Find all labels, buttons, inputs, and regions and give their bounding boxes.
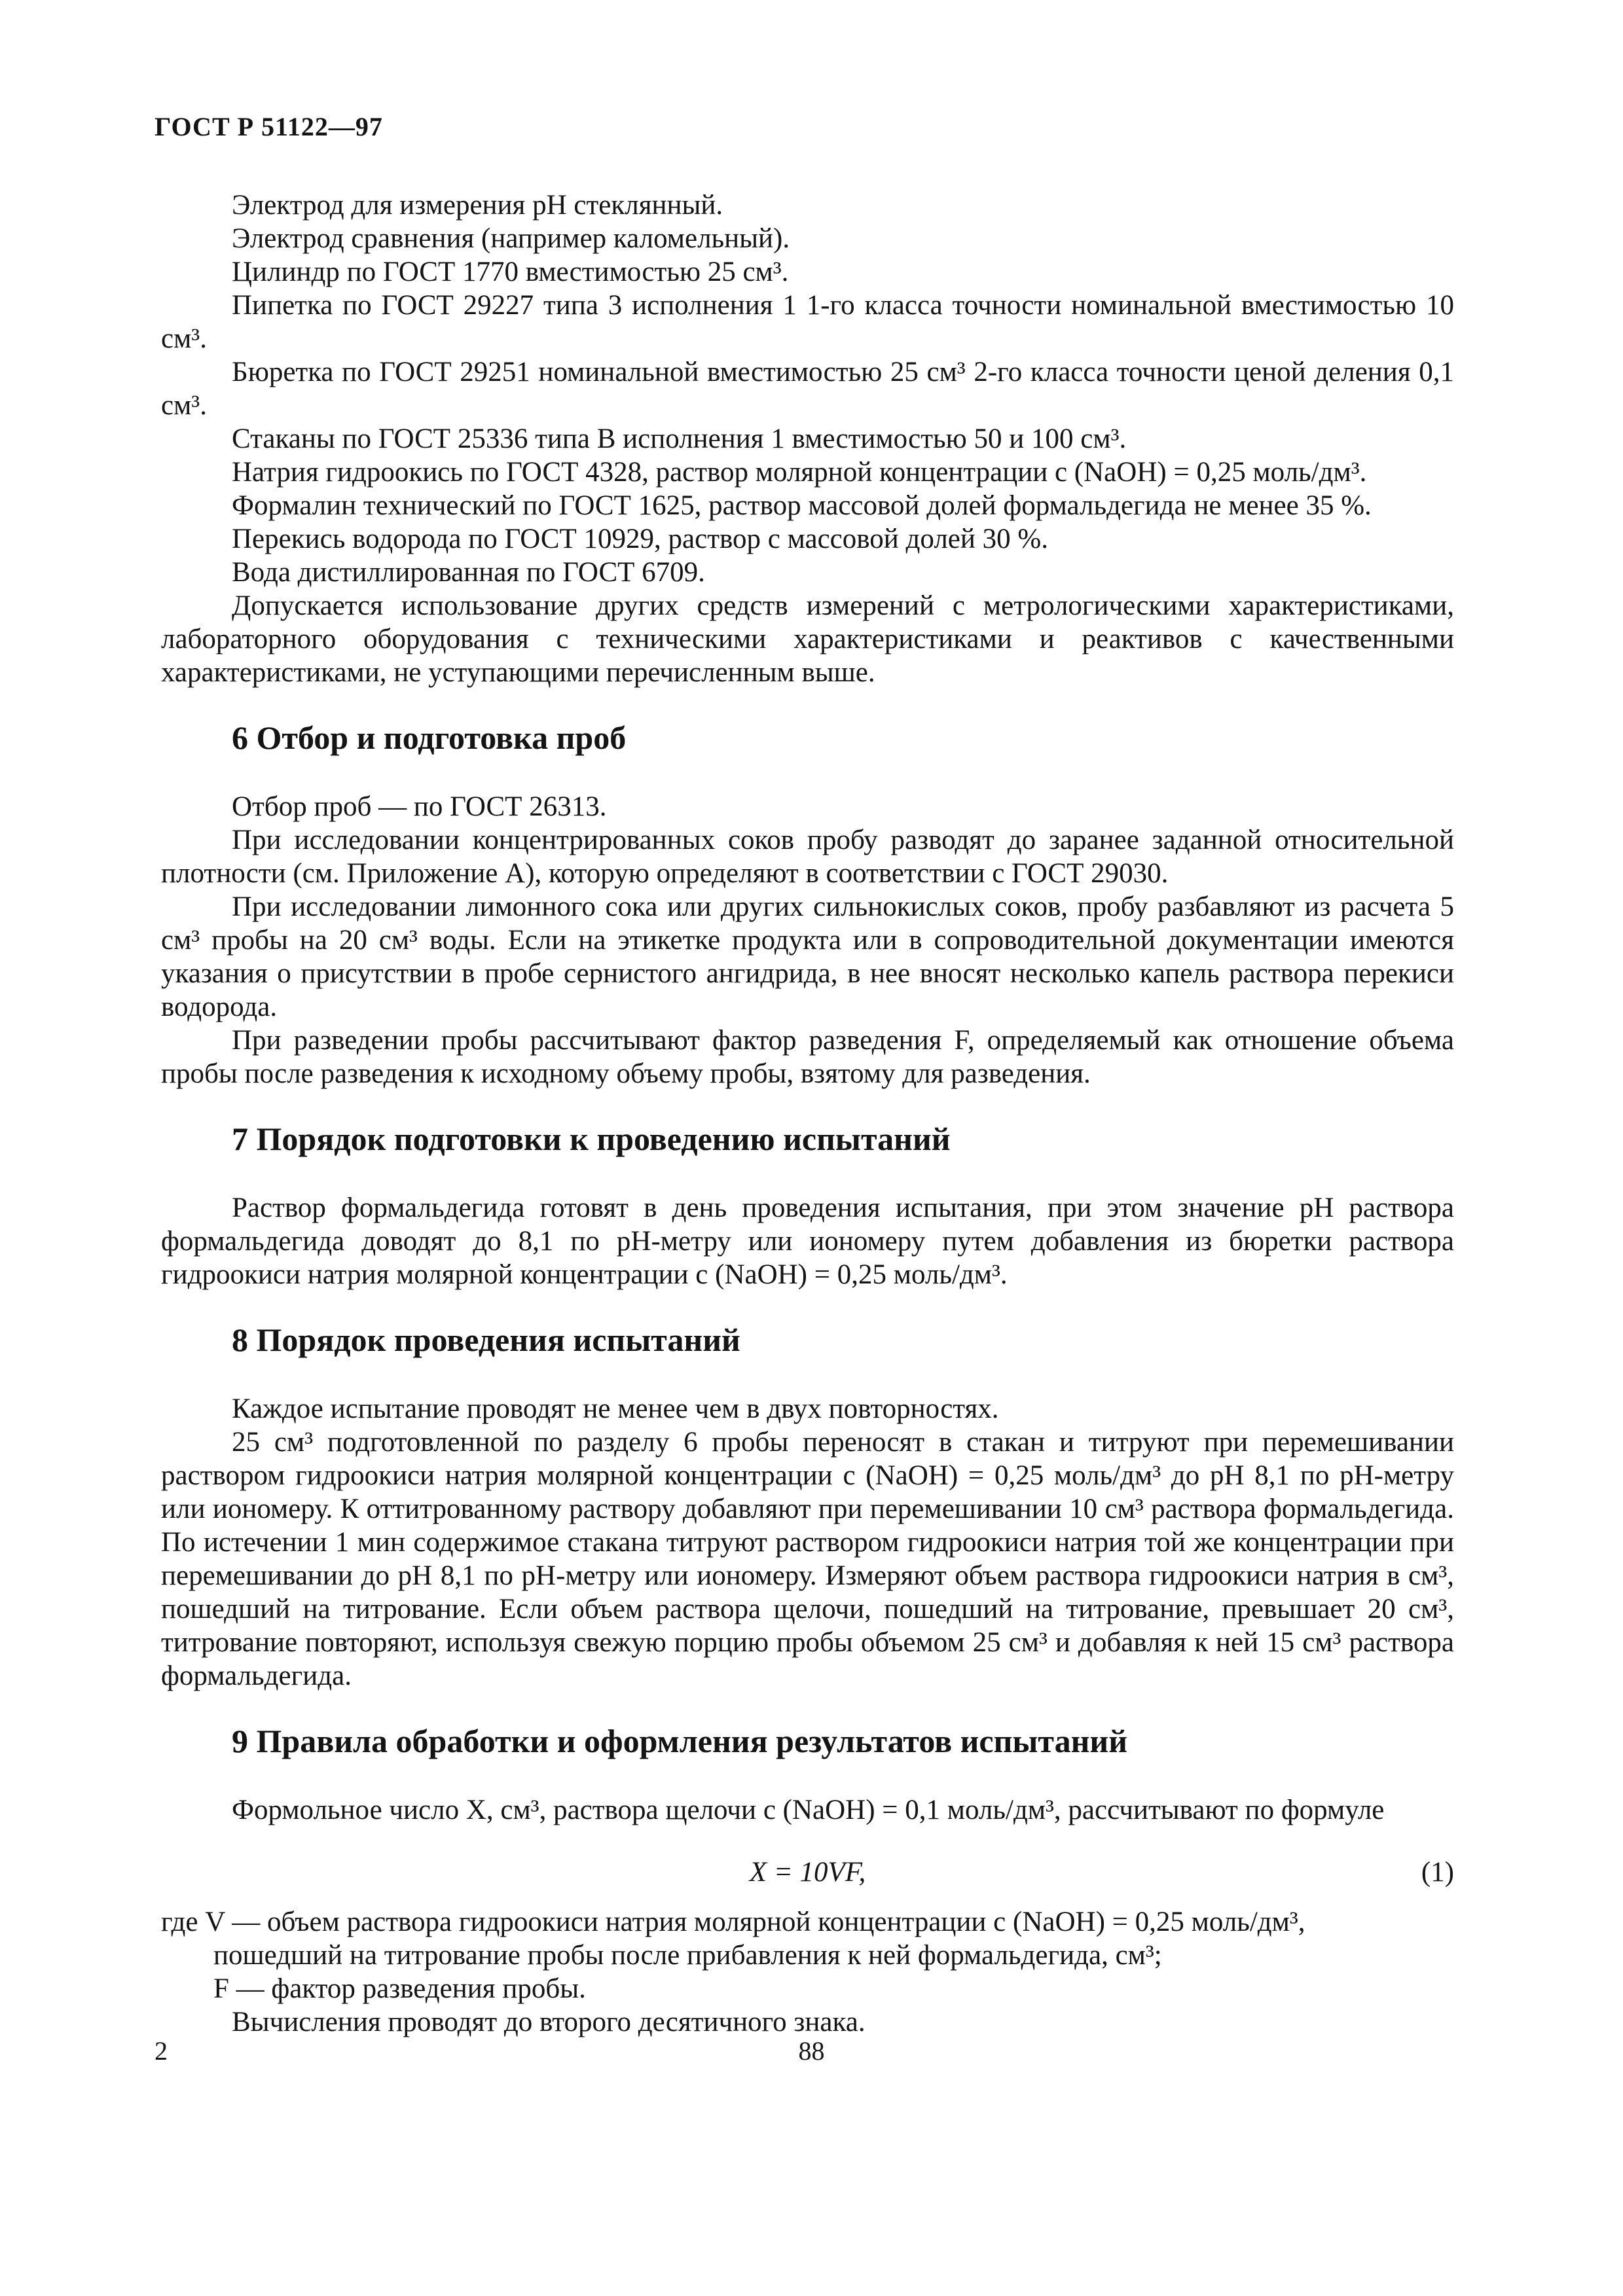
page-number-global: 88 [798,2036,825,2066]
legend-v-continuation: пошедший на титрование пробы после прибавления к ней формальдегида, см³; [213,1940,1162,1971]
equipment-item: Формалин технический по ГОСТ 1625, раствор массовой долей формальдегида не менее 35 %. [232,490,1372,521]
section-8-heading: 8 Порядок проведения испытаний [232,1321,740,1358]
section-6-paragraph: При исследовании концентрированных соков пробу разводят до заранее заданной относительной плотности (см. Приложение А), которую определяют в соответствии с ГОСТ 29030. [161,825,1454,889]
section-7-heading: 7 Порядок подготовки к проведению испытаний [232,1121,951,1157]
section-9-final: Вычисления проводят до второго десятичного знака. [232,2007,866,2037]
section-6-paragraph: При исследовании лимонного сока или других сильнокислых соков, пробу разбавляют из расчета 5 см³ пробы на 20 см³ воды. Если на этикетке продукта или в сопроводительной документации имеются указания о присутствии в пробе сернистого ангидрида, в нее вносят несколько капель раствора перекиси водорода. [161,891,1454,1022]
section-6-heading: 6 Отбор и подготовка проб [232,719,627,756]
legend-f: F — фактор разведения пробы. [213,1973,586,2004]
legend-v: где V — объем раствора гидроокиси натрия молярной концентрации c (NaOH) = 0,25 моль/дм³, [161,1907,1305,1937]
section-7-body [161,1191,1454,1291]
section-8-body [161,1392,1454,1693]
section-8-paragraph: Каждое испытание проводят не менее чем в двух повторностях. [232,1393,999,1424]
formula-number: (1) [1421,1857,1454,1888]
allowance-paragraph: Допускается использование других средств измерений с метрологическими характеристиками, лабораторного оборудования с техническими характеристиками и реактивов с качественными характеристиками, не уступающими перечисленным выше. [161,590,1454,688]
document-body [161,188,1454,2039]
section-9-intro: Формольное число X, см³, раствора щелочи c (NaOH) = 0,1 моль/дм³, рассчитывают по формуле [232,1795,1385,1825]
section-8-paragraph: 25 см³ подготовленной по разделу 6 пробы переносят в стакан и титруют при перемешивании раствором гидроокиси натрия молярной концентрации c (NaOH) = 0,25 моль/дм³ до pH 8,1 по pH-метру или иономеру. К оттитрованному раствору добавляют при перемешивании 10 см³ раствора формальдегида. По истечении 1 мин содержимое стакана титруют раствором гидроокиси натрия той же концентрации при перемешивании до pH 8,1 по pH-метру или иономеру. Измеряют объем раствора гидроокиси натрия в см³, пошедший на титрование. Если объем раствора щелочи, пошедший на титрование, превышает 20 см³, титрование повторяют, используя свежую порцию пробы объемом 25 см³ и добавляя к ней 15 см³ раствора формальдегида. [161,1427,1454,1691]
equipment-item: Электрод для измерения pH стеклянный. [232,190,723,221]
equipment-list [161,188,1454,689]
equipment-item: Стаканы по ГОСТ 25336 типа В исполнения 1 вместимостью 50 и 100 см³. [232,423,1127,454]
equipment-item: Пипетка по ГОСТ 29227 типа 3 исполнения 1 1-го класса точности номинальной вместимостью 10 см³. [161,290,1454,354]
equipment-item: Натрия гидроокись по ГОСТ 4328, раствор молярной концентрации c (NaOH) = 0,25 моль/дм³. [232,457,1367,488]
equipment-item: Перекись водорода по ГОСТ 10929, раствор с массовой долей 30 %. [232,524,1048,554]
equipment-item: Вода дистиллированная по ГОСТ 6709. [232,557,705,588]
equipment-item: Бюретка по ГОСТ 29251 номинальной вместимостью 25 см³ 2-го класса точности ценой деления 0,1 см³. [161,357,1454,421]
formula-legend [161,1905,1454,2005]
section-7-paragraph: Раствор формальдегида готовят в день проведения испытания, при этом значение pH раствора формальдегида доводят до 8,1 по pH-метру или иономеру путем добавления из бюретки раствора гидроокиси натрия молярной концентрации c (NaOH) = 0,25 моль/дм³. [161,1193,1454,1290]
document-header: ГОСТ Р 51122—97 [155,112,383,141]
section-9-heading: 9 Правила обработки и оформления результатов испытаний [232,1723,1128,1759]
section-6-paragraph: При разведении пробы рассчитывают фактор разведения F, определяемый как отношение объема пробы после разведения к исходному объему пробы, взятому для разведения. [161,1025,1454,1089]
section-9-body [161,1793,1454,2039]
section-6-paragraph: Отбор проб — по ГОСТ 26313. [232,791,607,822]
section-6-body [161,790,1454,1090]
formula-expression: X = 10VF, [749,1857,866,1888]
formula-block [161,1852,1454,1893]
equipment-item: Электрод сравнения (например каломельный). [232,223,790,254]
page-number-local: 2 [155,2036,168,2066]
equipment-item: Цилиндр по ГОСТ 1770 вместимостью 25 см³. [232,257,789,287]
